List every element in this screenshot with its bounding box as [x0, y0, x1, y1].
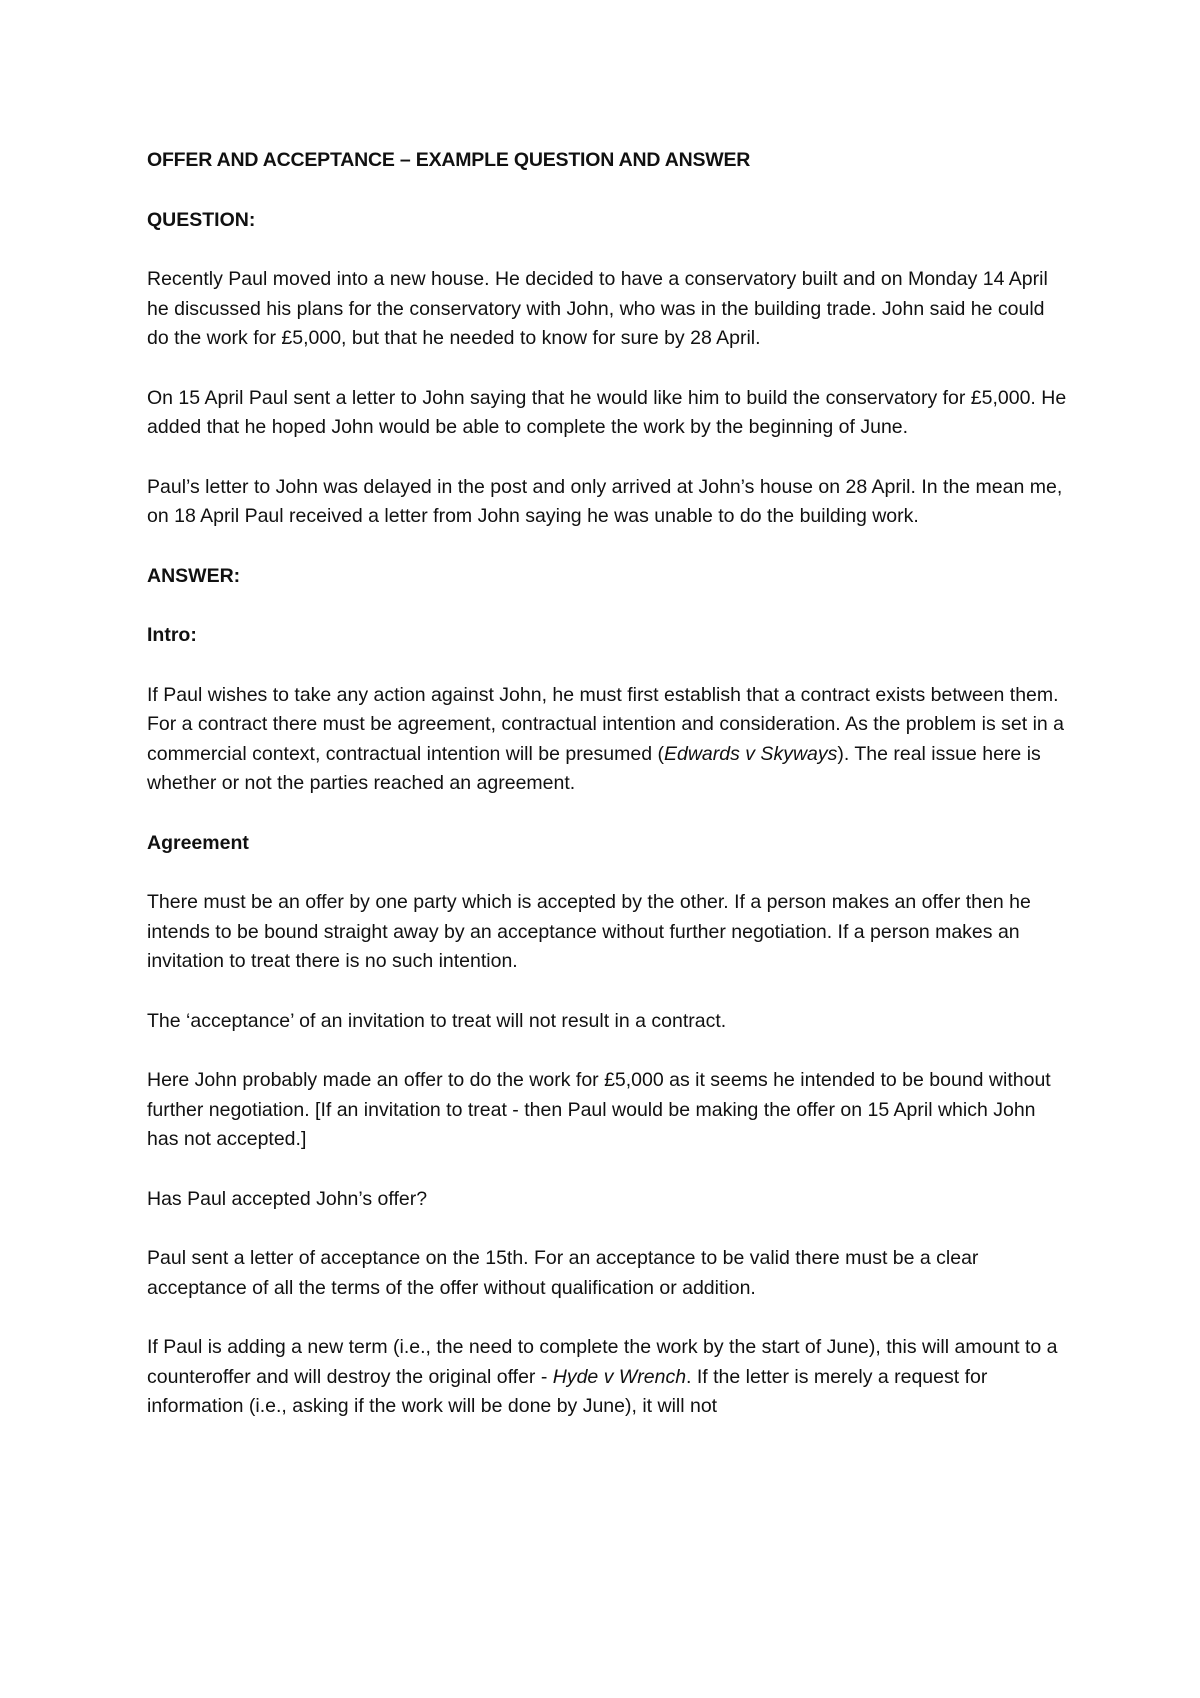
- question-paragraph-2: On 15 April Paul sent a letter to John saying that he would like him to build the conservatory for £5,000. He added that he hoped John would be able to complete the work by the beginning of June.: [147, 386, 1067, 438]
- intro-text-before: If Paul wishes to take any action against John, he must first establish that a contract exists between them. For a contract there must be agreement, contractual intention and consideration. As the problem is set in a commercial context, contractual intention will be presumed (: [147, 683, 1065, 765]
- intro-text-after: ). The real issue here is whether or not the parties reached an agreement.: [147, 742, 1041, 794]
- case-citation-edwards: Edwards v Skyways: [663, 742, 838, 765]
- document-title: OFFER AND ACCEPTANCE – EXAMPLE QUESTION AND ANSWER: [147, 149, 751, 171]
- agreement-paragraph-5: Paul sent a letter of acceptance on the 15th. For an acceptance to be valid there must be a clear acceptance of all the terms of the offer without qualification or addition.: [147, 1247, 979, 1299]
- question-heading: QUESTION:: [147, 208, 256, 231]
- question-paragraph-3: Paul’s letter to John was delayed in the post and only arrived at John’s house on 28 April. In the mean me, on 18 April Paul received a letter from John saying he was unable to do the building work.: [147, 475, 1063, 527]
- agreement-paragraph-2: The ‘acceptance’ of an invitation to treat will not result in a contract.: [147, 1009, 727, 1032]
- case-citation-hyde: Hyde v Wrench: [552, 1365, 687, 1388]
- agreement-heading: Agreement: [147, 831, 249, 854]
- document-body: [147, 146, 1067, 1452]
- final-text-before: If Paul is adding a new term (i.e., the need to complete the work by the start of June), this will amount to a counteroffer and will destroy the original offer -: [147, 1336, 1058, 1388]
- intro-heading: Intro:: [147, 624, 197, 646]
- agreement-paragraph-4: Has Paul accepted John’s offer?: [147, 1187, 428, 1210]
- agreement-paragraph-1: There must be an offer by one party which is accepted by the other. If a person makes an offer then he intends to be bound straight away by an acceptance without further negotiation. If a person makes an invitation to treat there is no such intention.: [147, 891, 1031, 972]
- final-paragraph: [147, 1333, 1067, 1422]
- final-text-after: . If the letter is merely a request for information (i.e., asking if the work will be done by June), it will not: [147, 1365, 988, 1417]
- answer-heading: ANSWER:: [147, 564, 241, 587]
- question-paragraph-1: Recently Paul moved into a new house. He decided to have a conservatory built and on Monday 14 April he discussed his plans for the conservatory with John, who was in the building trade. John said he could do the work for £5,000, but that he needed to know for sure by 28 April.: [147, 268, 1048, 349]
- agreement-paragraph-3: Here John probably made an offer to do the work for £5,000 as it seems he intended to be bound without further negotiation. [If an invitation to treat - then Paul would be making the offer on 15 April which John has not accepted.]: [147, 1069, 1051, 1150]
- intro-paragraph: [147, 681, 1067, 799]
